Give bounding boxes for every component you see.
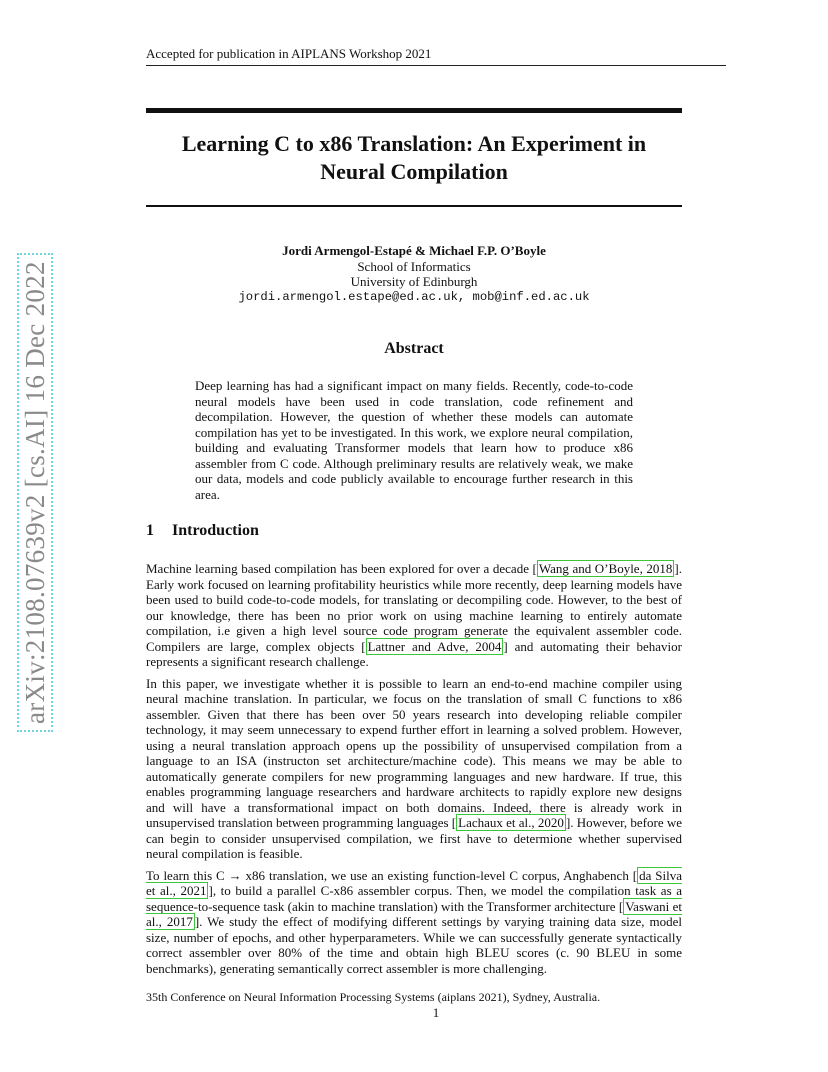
section-number: 1 <box>146 522 154 539</box>
text-run: ]. We study the effect of modifying different settings by varying training data size, model size, number of epochs, and other hyperparameters. While we can successfully generate syntactically correct assembler over 80% of the time and obtain high BLEU scores (c. 90 BLEU in some benchmarks), generating semantically correct assembler is more challenging. <box>146 914 682 976</box>
text-run: To learn this C → x86 translation, we use an existing function-level C corpus, Anghabench [ <box>146 867 638 883</box>
paper-title <box>146 130 682 186</box>
citation-link[interactable]: Lattner and Adve, 2004 <box>367 638 502 654</box>
author-names: Jordi Armengol-Estapé & Michael F.P. O’Boyle <box>282 243 546 258</box>
conference-footnote: 35th Conference on Neural Information Processing Systems (aiplans 2021), Sydney, Australia. <box>146 990 601 1004</box>
section-title: Introduction <box>172 522 259 539</box>
page-number: 1 <box>432 1005 440 1020</box>
paragraph <box>146 676 682 862</box>
citation-link[interactable]: Wang and O’Boyle, 2018 <box>538 561 673 576</box>
author-block <box>146 243 682 305</box>
text-run: In this paper, we investigate whether it is possible to learn an end-to-end machine compiler using neural machine translation. In particular, we focus on the translation of small C functions to x86 assembler. Given that there has been over 50 years research into developing reliable compiler technology, it may seem unnecessary to expend further effort in learning a solved problem. However, using a neural translation approach opens up the possibility of unsupervised compilation from a language to an ISA (instructon set architecture/machine code). This means we may be able to automatically generate compilers for new programming languages and new hardware. If true, this enables programming language researchers and hardware architects to rapidly explore new designs and will have a transformational impact on both domains. Indeed, there is already work in unsupervised translation between programming languages [ <box>146 675 682 830</box>
title-line-2: Neural Compilation <box>320 159 508 184</box>
text-run: ]. Early work focused on learning profitability heuristics while more recently, deep learning models have been used to build code-to-code models, for translating or decompiling code. However, to the best of our knowledge, there has been no prior work on using machine learning to entirely automate compilation, i.e given a high level source code program generate the equivalent assembler code. Compilers are large, complex objects [ <box>146 561 682 654</box>
author-emails[interactable]: jordi.armengol.estape@ed.ac.uk, mob@inf.ed.ac.uk <box>238 289 590 304</box>
running-header: Accepted for publication in AIPLANS Workshop 2021 <box>146 45 726 66</box>
text-run: ] and automating their behavior represents a significant research challenge. <box>146 638 682 669</box>
title-rule-bottom <box>146 205 682 207</box>
abstract-text: Deep learning has had a significant impact on many fields. Recently, code-to-code neural models have been used in code translation, code refinement and decompilation. However, the question of whether these models can automate compilation has yet to be investigated. In this work, we explore neural compilation, building and evaluating Transformer models that learn how to produce x86 assembler from C code. Although preliminary results are relatively weak, we make our data, models and code publicly available to encourage further research in this area. <box>195 378 633 502</box>
title-rule-top <box>146 108 682 113</box>
title-line-1: Learning C to x86 Translation: An Experiment in <box>181 131 647 156</box>
section-heading <box>146 522 259 540</box>
author-university: University of Edinburgh <box>350 274 478 289</box>
abstract-heading: Abstract <box>384 340 444 357</box>
citation-link[interactable]: Lachaux et al., 2020 <box>458 815 564 830</box>
section-body <box>146 561 682 982</box>
text-run: ], to build a parallel C-x86 assembler corpus. Then, we model the compilation task as a sequence-to-sequence task (akin to machine translation) with the Transformer architecture [ <box>146 883 683 914</box>
text-run: Machine learning based compilation has been explored for over a decade [ <box>146 561 537 576</box>
citation-link[interactable]: da Silva et al., 2021 <box>146 867 682 898</box>
paragraph <box>146 868 682 977</box>
text-run: ]. However, before we can begin to consider unsupervised compilation, we first have to determione whether supervised neural compilation is feasible. <box>146 815 683 861</box>
citation-link[interactable]: Vaswani et al., 2017 <box>146 898 682 929</box>
author-school: School of Informatics <box>357 258 471 274</box>
arxiv-identifier[interactable]: arXiv:2108.07639v2 [cs.AI] 16 Dec 2022 <box>17 253 53 732</box>
arxiv-sidebar <box>20 261 50 732</box>
paragraph <box>146 561 682 670</box>
